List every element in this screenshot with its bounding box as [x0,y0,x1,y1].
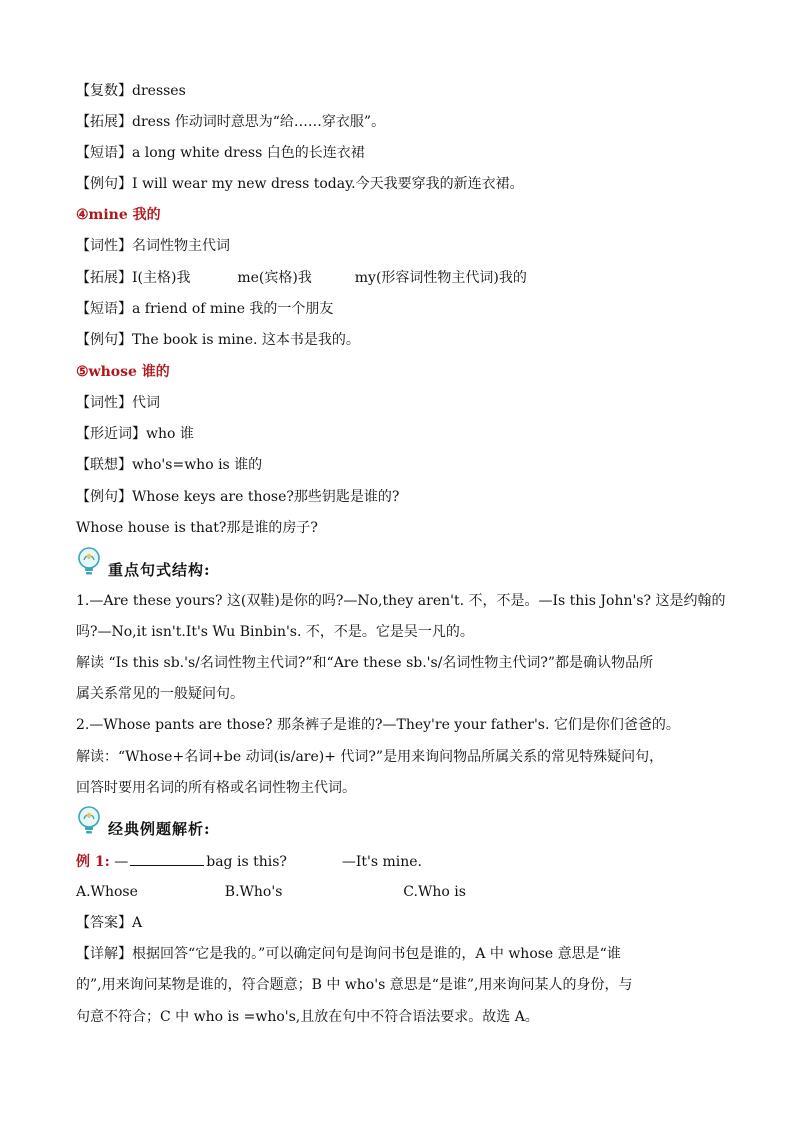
example-1-dash: — [114,854,129,870]
whose-pos: 【词性】代词 [76,395,160,411]
whose-association: 【联想】who's=who is 谁的 [76,457,263,473]
dress-plural: 【复数】dresses [76,83,186,99]
mine-pos: 【词性】名词性物主代词 [76,238,230,254]
whose-heading: ⑤whose 谁的 [76,364,170,380]
option-c: C.Who is [403,884,466,900]
whose-similar-word: 【形近词】who 谁 [76,426,194,442]
example-1-detail-line-2: 的”,用来询问某物是谁的，符合题意；B 中 who's 意思是“是谁”,用来询问某人的身份，与 [76,977,633,993]
mine-heading: ④mine 我的 [76,207,161,223]
mine-extension [76,268,527,288]
example-1-stem: bag is this? [206,854,287,870]
example-1-reply: —It's mine. [341,854,422,870]
key-sentence-1-note-line-2: 属关系常见的一般疑问句。 [76,686,244,702]
key-sentences-heading: 重点句式结构: [108,561,211,579]
key-sentence-2-note-line-2: 回答时要用名词的所有格或名词性物主代词。 [76,780,356,796]
mine-extension-1: 【拓展】I(主格)我 [76,270,191,286]
dress-phrase: 【短语】a long white dress 白色的长连衣裙 [76,145,365,161]
lightbulb-icon [76,547,102,577]
option-a: A.Whose [76,884,138,900]
key-sentence-1-note-line-1: 解读 “Is this sb.'s/名词性物主代词?”和“Are these sb.'s/名词性物主代词?”都是确认物品所 [76,655,654,671]
example-1-detail-line-1: 【详解】根据回答“它是我的。”可以确定问句是询问书包是谁的，A 中 whose 意思是“谁 [76,946,621,962]
example-1-detail-line-3: 句意不符合；C 中 who is =who's,且放在句中不符合语法要求。故选 A。 [76,1009,539,1025]
whose-example-2: Whose house is that?那是谁的房子? [76,520,318,536]
answer-blank [130,851,204,866]
key-sentence-2-note-line-1: 解读：“Whose+名词+be 动词(is/are)+ 代词?”是用来询问物品所属关系的常见特殊疑问句， [76,749,664,765]
mine-example: 【例句】The book is mine. 这本书是我的。 [76,332,360,348]
lightbulb-icon [76,806,102,836]
mine-extension-3: my(形容词性物主代词)我的 [354,270,527,286]
whose-example-1: 【例句】Whose keys are those?那些钥匙是谁的? [76,489,400,505]
example-1-answer: 【答案】A [76,915,143,931]
dress-extension: 【拓展】dress 作动词时意思为“给……穿衣服”。 [76,114,386,130]
example-1-label: 例 1: [76,854,110,870]
examples-heading: 经典例题解析: [108,820,211,838]
key-sentence-1-line-1: 1.—Are these yours? 这(双鞋)是你的吗?—No,they aren't. 不，不是。—Is this John's? 这是约翰的 [76,593,726,609]
key-sentence-1-line-2: 吗?—No,it isn't.It's Wu Binbin's. 不，不是。它是吴一凡的。 [76,624,474,640]
key-sentence-2-line-1: 2.—Whose pants are those? 那条裤子是谁的?—They're your father's. 它们是你们爸爸的。 [76,717,680,733]
option-b: B.Who's [224,884,283,900]
mine-extension-2: me(宾格)我 [237,270,312,286]
dress-example: 【例句】I will wear my new dress today.今天我要穿我的新连衣裙。 [76,176,524,192]
example-1-question [76,851,422,871]
example-1-options [76,882,466,902]
mine-phrase: 【短语】a friend of mine 我的一个朋友 [76,301,334,317]
